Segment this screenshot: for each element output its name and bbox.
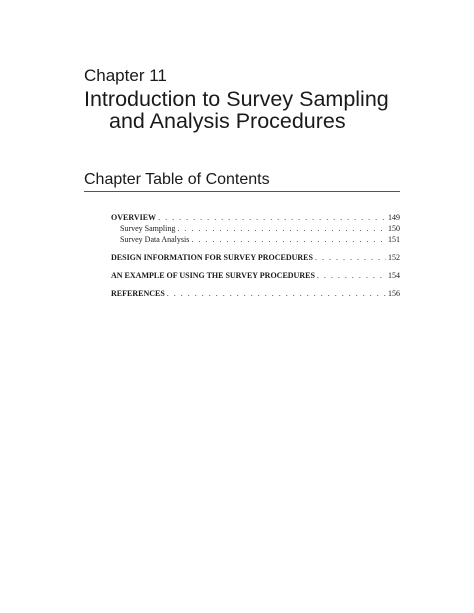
toc-entry-design-information[interactable] xyxy=(111,252,400,263)
toc-leader-dots xyxy=(317,270,386,281)
toc-entry-label: Survey Sampling xyxy=(120,224,176,233)
toc-entry-page: 152 xyxy=(388,253,400,262)
toc-entry-references[interactable] xyxy=(111,288,400,299)
toc-entry-page: 151 xyxy=(388,235,400,244)
toc-entry-label: DESIGN INFORMATION FOR SURVEY PROCEDURES xyxy=(111,253,313,262)
chapter-label: Chapter 11 xyxy=(84,66,167,85)
toc-leader-dots xyxy=(158,212,386,223)
toc-entry-page: 149 xyxy=(388,213,400,222)
toc-entry-label: OVERVIEW xyxy=(111,213,157,222)
table-of-contents xyxy=(111,212,400,299)
chapter-title xyxy=(84,88,389,132)
toc-entry-survey-data-analysis[interactable] xyxy=(111,234,400,245)
toc-heading: Chapter Table of Contents xyxy=(84,171,270,188)
toc-entry-example[interactable] xyxy=(111,270,400,281)
toc-leader-dots xyxy=(167,288,386,299)
toc-heading-rule xyxy=(84,191,400,192)
toc-entry-page: 150 xyxy=(388,224,400,233)
toc-entry-label: REFERENCES xyxy=(111,289,165,298)
toc-entry-page: 156 xyxy=(388,289,400,298)
toc-leader-dots xyxy=(315,252,386,263)
toc-leader-dots xyxy=(191,234,386,245)
toc-leader-dots xyxy=(177,223,386,234)
toc-entry-label: Survey Data Analysis xyxy=(120,235,190,244)
toc-entry-survey-sampling[interactable] xyxy=(111,223,400,234)
toc-entry-page: 154 xyxy=(388,271,400,280)
toc-entry-overview[interactable] xyxy=(111,212,400,223)
chapter-title-line-2: and Analysis Procedures xyxy=(109,109,346,133)
toc-entry-label: AN EXAMPLE OF USING THE SURVEY PROCEDURES xyxy=(111,271,315,280)
chapter-title-line-1: Introduction to Survey Sampling xyxy=(84,87,389,111)
